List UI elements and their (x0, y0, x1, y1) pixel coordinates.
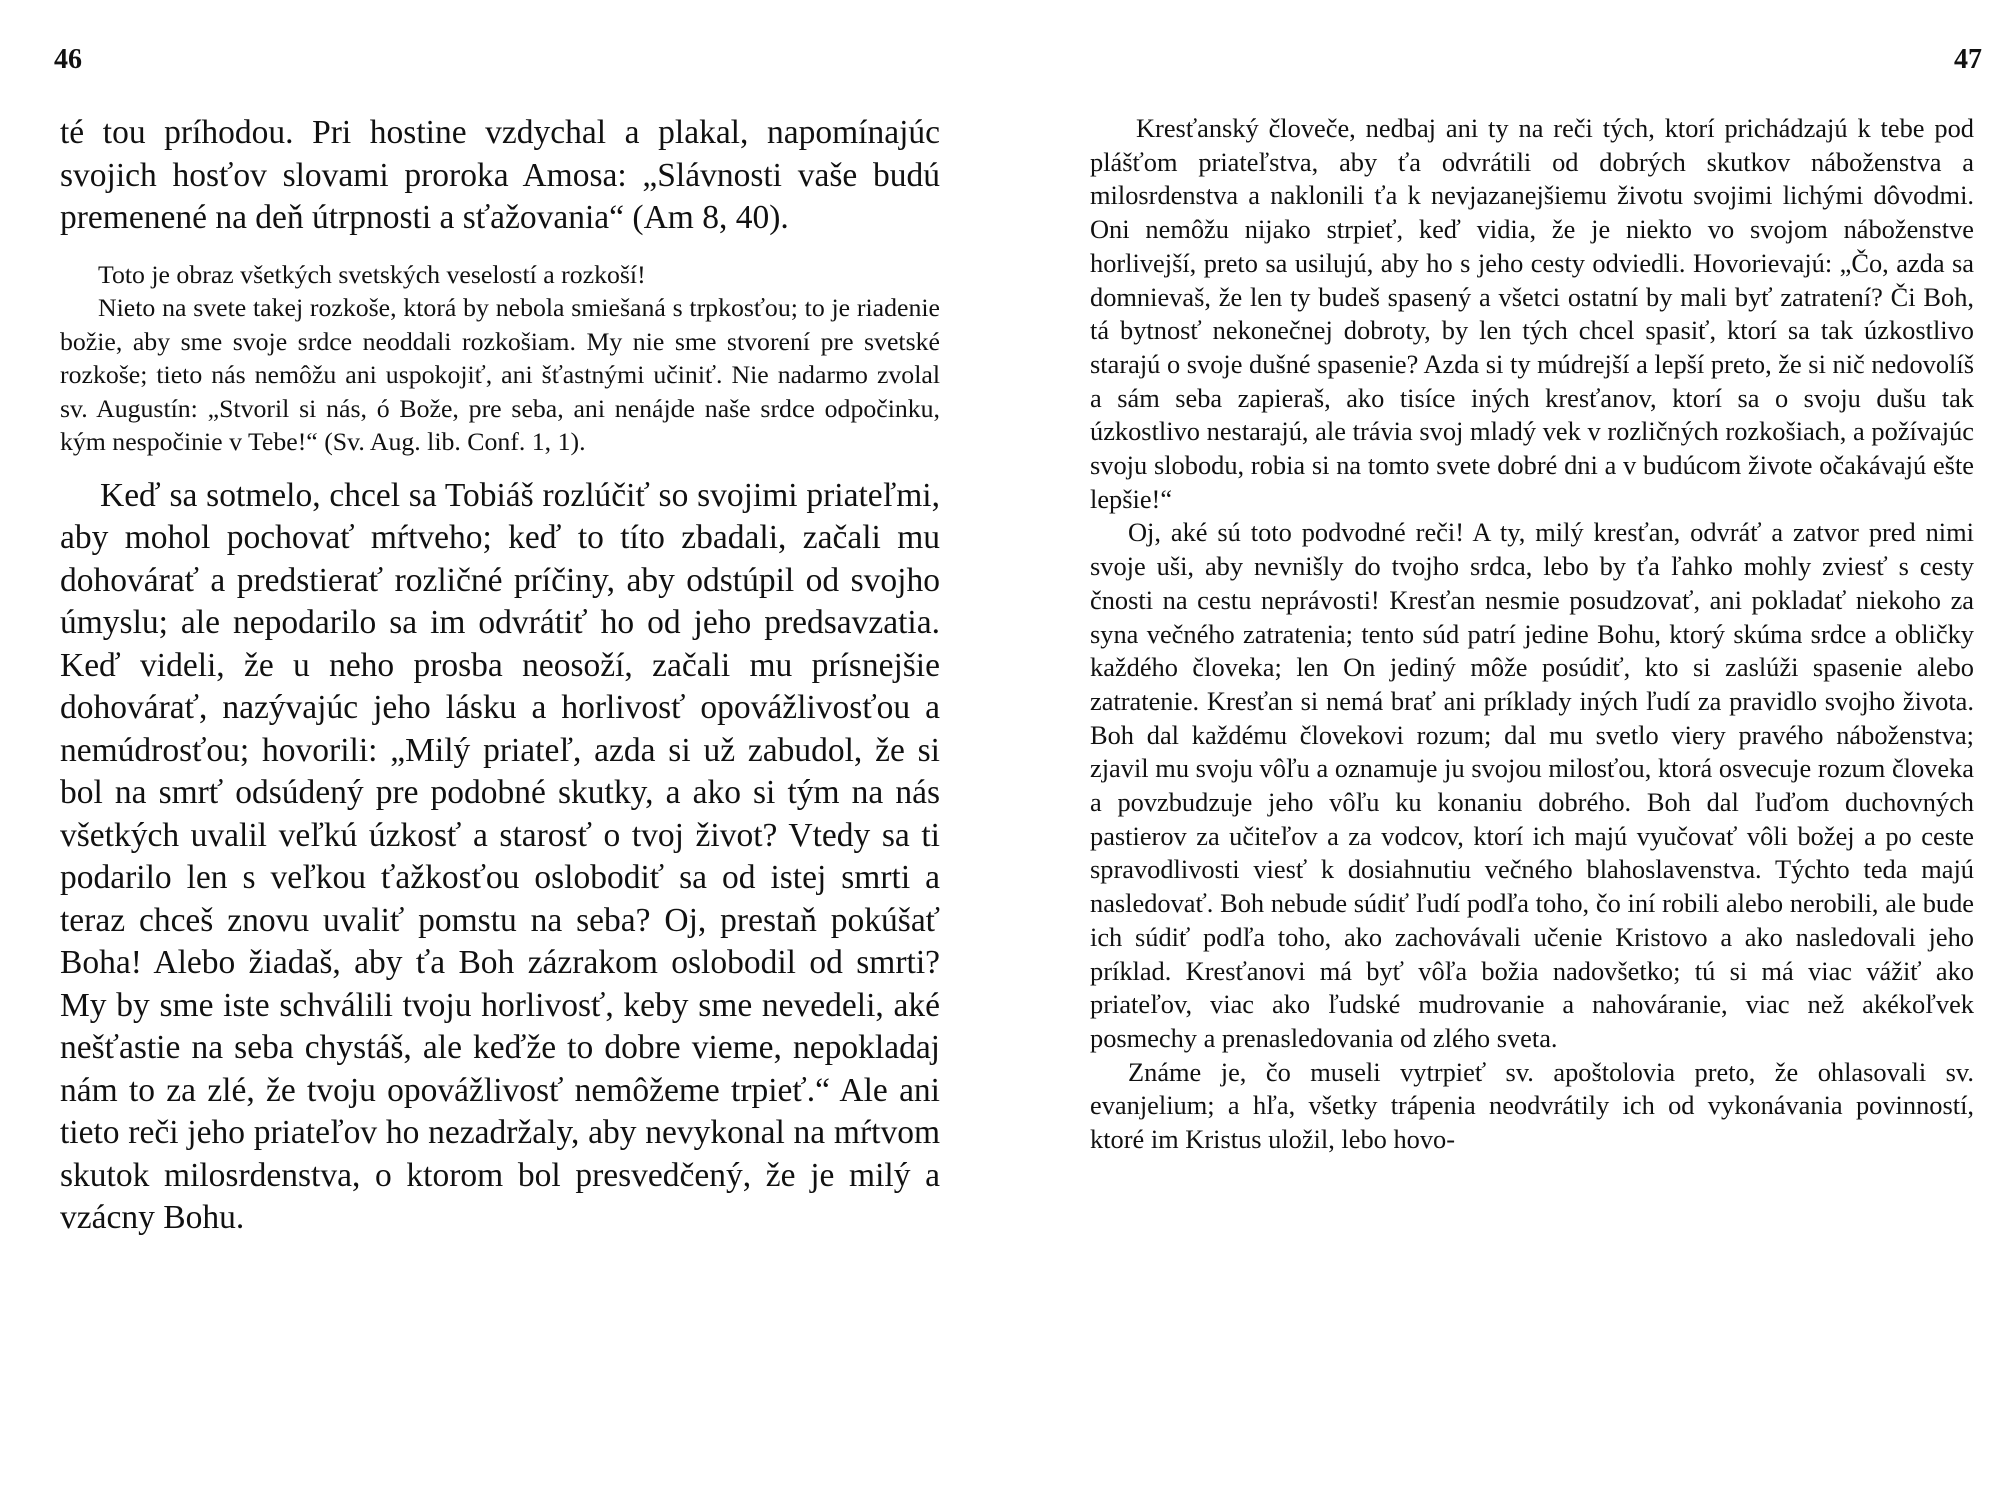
paragraph-left-3: Nieto na svete takej rozkoše, ktorá by nebola smiešaná s trpkosťou; to je riadenie božie, aby sme svoje srdce neoddali rozkošiam. My nie sme stvorení pre svetské rozkoše; tieto nás nemôžu ani uspokojiť, ani šťastnými učiniť. Nie nadarmo zvolal sv. Augustín: „Stvoril si nás, ó Bože, pre seba, ani nenájde naše srdce odpočinku, kým nespočinie v Tebe!“ (Sv. Aug. lib. Conf. 1, 1). (60, 293, 940, 456)
paragraph-right-3: Známe je, čo museli vytrpieť sv. apoštolovia preto, že ohlasovali sv. evanjelium; a hľa, všetky trápenia neodvrátily ich od vykonávania povinností, ktoré im Kristus uložil, lebo hovo- (1090, 1056, 1974, 1155)
paragraph-left-2: Toto je obraz všetkých svetských veselostí a rozkoší! (98, 259, 646, 289)
paragraph-right-1: Kresťanský človeče, nedbaj ani ty na reči tých, ktorí prichádzajú k tebe pod plášťom priateľstva, aby ťa odvrátili od dobrých skutkov náboženstva a milosrdenstva a naklonili ťa k nevjazanejšiemu životu svojimi lichými dôvodmi. Oni nemôžu nijako strpieť, keď vidia, že je niekto vo svojom náboženstve horlivejší, preto sa usilujú, aby ho s jeho cesty odviedli. Hovorievajú: „Čo, azda sa domnievaš, že len ty budeš spasený a všetci ostatní by mali byť zatratení? Či Boh, tá bytnosť nekonečnej dobroty, by len tých chcel spasiť, ktorí sa tak úzkostlivo starajú o svoje dušné spasenie? Azda si ty múdrejší a lepší preto, že si nič nedovolíš a sám seba zapieraš, ako tisíce iných kresťanov, ktorí sa o svoju dušu tak úzkostlivo nestarajú, ale trávia svoj mladý vek v rozličných rozkošiach, a požívajúc svoju slobodu, robia si na tomto svete dobré dni a v budúcom živote očakávajú ešte lepšie!“ (1090, 113, 1974, 514)
page-number-right: 47 (1954, 44, 1982, 75)
paragraph-right-2: Oj, aké sú toto podvodné reči! A ty, milý kresťan, odvráť a zatvor pred nimi svoje uši, aby nevnišly do tvojho srdca, lebo by ťa ľahko mohly zviesť s cesty čnosti na cestu neprávosti! Kresťan nesmie posudzovať, ani pokladať niekoho za syna večného zatratenia; tento súd patrí jedine Bohu, ktorý skúma srdce a obličky každého človeka; len On jediný môže posúdiť, kto si zaslúži spasenie alebo zatratenie. Kresťan si nemá brať ani príklady iných ľudí za pravidlo svojho života. Boh dal každému človekovi rozum; dal mu svetlo viery pravého náboženstva; zjavil mu svoju vôľu a oznamuje ju svojou milosťou, ktorá osvecuje rozum človeka a povzbudzuje jeho vôľu ku konaniu dobrého. Boh dal ľuďom duchovných pastierov za učiteľov a za vodcov, ktorí ich majú vyučovať vôli božej a po ceste spravodlivosti viesť k dosiahnutiu večného blahoslavenstva. Týchto teda majú nasledovať. Boh nebude súdiť ľudí podľa toho, čo iní robili alebo nerobili, ale bude ich súdiť podľa toho, ako zachovávali učenie Kristovo a ako nasledovali jeho príklad. Kresťanovi má byť vôľa božia nadovšetko; tú si má viac vážiť ako priateľov, viac ako ľudské mudrovanie a nahováranie, viac než akékoľvek posmechy a prenasledovania od zlého sveta. (1090, 517, 1974, 1053)
right-text-column (1090, 112, 1974, 1157)
right-page (1006, 0, 2012, 1500)
page-number-left: 46 (54, 44, 82, 75)
left-text-column (60, 112, 940, 1240)
paragraph-left-4: Keď sa sotmelo, chcel sa Tobiáš rozlúčiť so svojimi priateľmi, aby mohol pochovať mŕtveho; keď to títo zbadali, začali mu dohovárať a predstierať rozličné príčiny, aby odstúpil od svojho úmyslu; ale nepodarilo sa im odvrátiť ho od jeho predsavzatia. Keď videli, že u neho prosba neosoží, začali mu prísnejšie dohovárať, nazývajúc jeho lásku a horlivosť opovážlivosťou a nemúdrosťou; hovorili: „Milý priateľ, azda si už zabudol, že si bol na smrť odsúdený pre podobné skutky, a ako si tým na nás všetkých uvalil veľkú úzkosť a starosť o tvoj život? Vtedy sa ti podarilo len s veľkou ťažkosťou oslobodiť sa od istej smrti a teraz chceš znovu uvaliť pomstu na seba? Oj, prestaň pokúšať Boha! Alebo žiadaš, aby ťa Boh zázrakom oslobodil od smrti? My by sme iste schválili tvoju horlivosť, keby sme nevedeli, aké nešťastie na seba chystáš, ale keďže to dobre vieme, nepokladaj nám to za zlé, že tvoju opovážlivosť nemôžeme trpieť.“ Ale ani tieto reči jeho priateľov ho nezadržaly, aby nevykonal na mŕtvom skutok milosrdenstva, o ktorom bol presvedčený, že je milý a vzácny Bohu. (60, 476, 940, 1236)
paragraph-left-1: té tou príhodou. Pri hostine vzdychal a plakal, napomínajúc svojich hosťov slovami proroka Amosa: „Slávnosti vaše budú premenené na deň útrpnosti a sťažovania“ (Am 8, 40). (60, 114, 940, 236)
